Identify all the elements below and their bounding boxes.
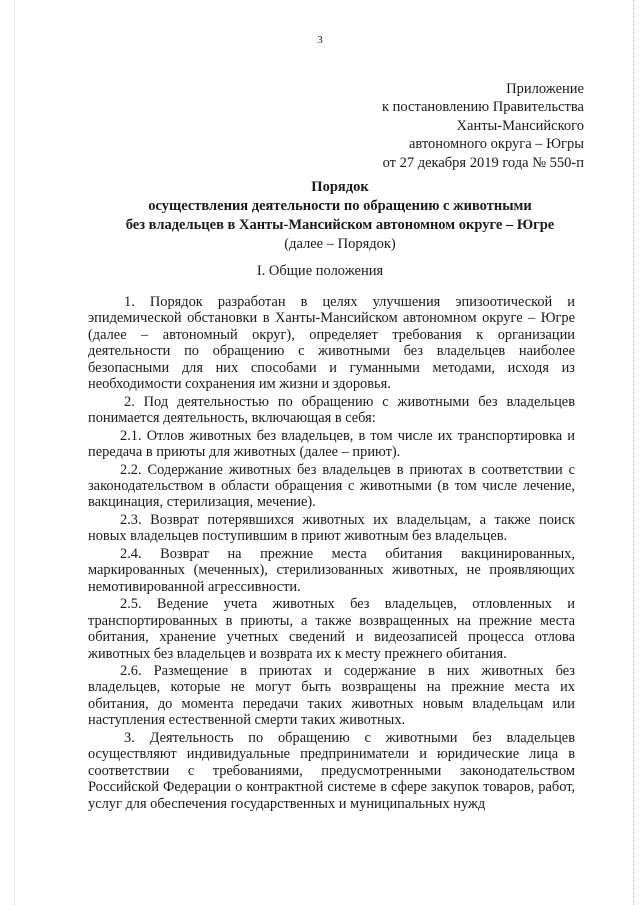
- paragraph: 2.2. Содержание животных без владельцев в приютах в соответствии с законодательством в области обращения с животными (в том числе лечение, вакцинация, стерилизация, мечение).: [88, 461, 575, 511]
- page-number: 3: [317, 34, 323, 46]
- paragraph: 2. Под деятельностью по обращению с животными без владельцев понимается деятельность, включающая в себя:: [88, 393, 575, 427]
- appendix-line: автономного округа – Югры: [408, 136, 584, 153]
- appendix-block: [382, 80, 584, 172]
- paragraph: 2.4. Возврат на прежние места обитания вакцинированных, маркированных (меченных), стерилизованных животных, не проявляющих немотивированной агрессивности.: [88, 545, 575, 595]
- title-note: (далее – Порядок): [284, 236, 396, 252]
- section-heading: I. Общие положения: [256, 263, 384, 279]
- scan-edge-right: [632, 0, 634, 905]
- paragraph: 2.1. Отлов животных без владельцев, в том числе их транспортировка и передача в приюты для животных (далее – приют).: [88, 427, 575, 461]
- appendix-line: от 27 декабря 2019 года № 550-п: [382, 154, 584, 171]
- document-body: [88, 294, 575, 812]
- paragraph: 2.5. Ведение учета животных без владельцев, отловленных и транспортированных в приюты, а также возвращенных на прежние места обитания, хранение учетных сведений и видеозаписей процесса отлова животных без владельцев и возврата их к месту прежнего обитания.: [88, 596, 575, 662]
- paragraph: 3. Деятельность по обращению с животными без владельцев осуществляют индивидуальные предприниматели и юридические лица в соответствии с требованиями, предусмотренными законодательством Российской Федерации о контрактной системе в сфере закупок товаров, работ, услуг для обеспечения государственных и муниципальных нужд: [88, 729, 575, 812]
- appendix-line: Приложение: [506, 81, 584, 97]
- scan-edge-left: [14, 0, 16, 905]
- document-title: [90, 178, 590, 254]
- appendix-line: Ханты-Мансийского: [456, 117, 584, 134]
- appendix-line: к постановлению Правительства: [382, 99, 584, 116]
- paragraph: 1. Порядок разработан в целях улучшения эпизоотической и эпидемической обстановки в Ханты-Мансийском автономном округе – Югре (далее – автономный округ), определяет требования к организации деятельности по обращению с животными без владельцев наиболее безопасными для них способами и гуманными методами, исходя из необходимости сохранения им жизни и здоровья.: [88, 294, 575, 393]
- paragraph: 2.3. Возврат потерявшихся животных их владельцам, а также поиск новых владельцев поступившим в приют животным без владельцев.: [88, 511, 575, 545]
- title-line: Порядок: [311, 179, 369, 195]
- title-line: без владельцев в Ханты-Мансийском автономном округе – Югре: [125, 217, 555, 233]
- title-line: осуществления деятельности по обращению с животными: [148, 198, 532, 214]
- paragraph: 2.6. Размещение в приютах и содержание в них животных без владельцев, которые не могут быть возвращены на прежние места их обитания, до момента передачи таких животных новым владельцам или наступления естественной смерти таких животных.: [88, 662, 575, 729]
